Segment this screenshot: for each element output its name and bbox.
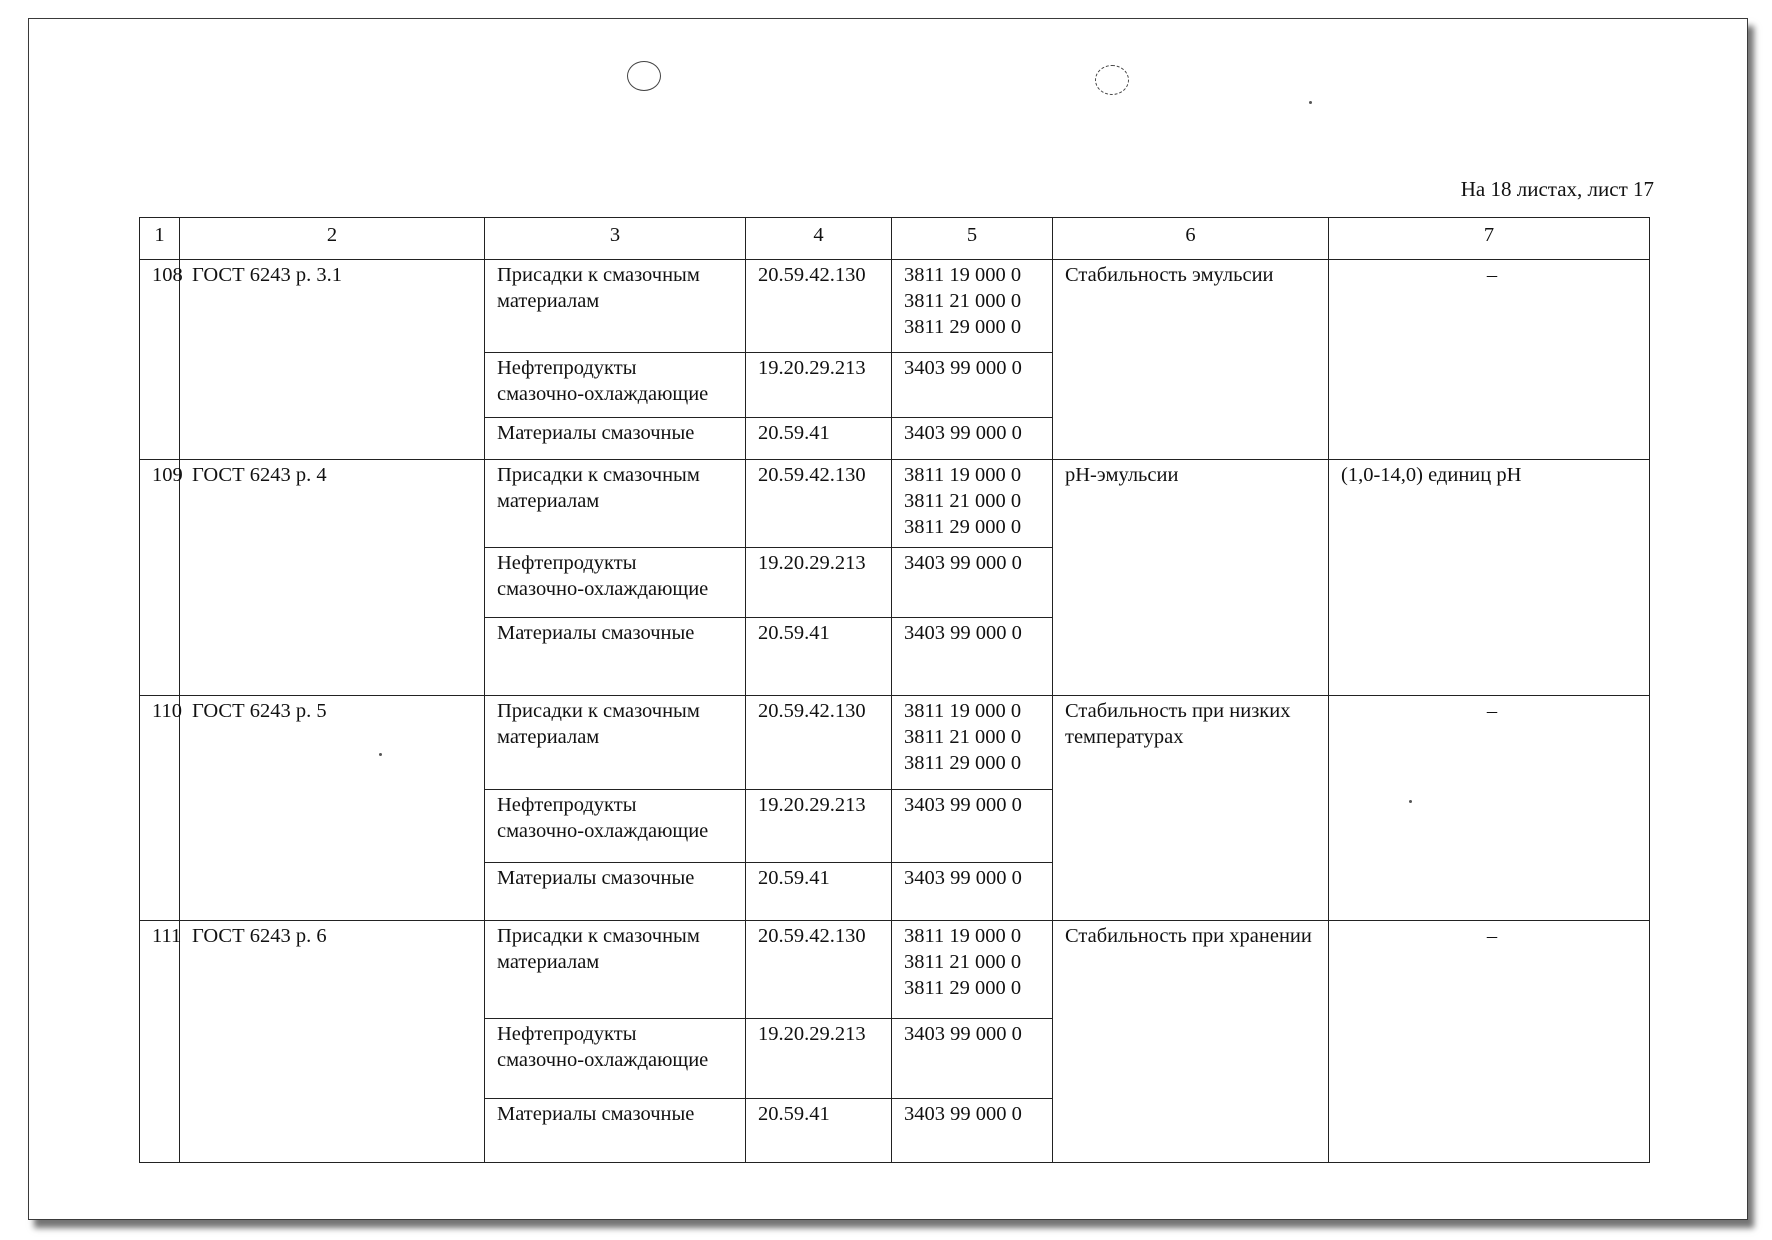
punch-hole-left: [627, 61, 661, 91]
okpd-code: 20.59.41: [746, 618, 892, 696]
column-header: 7: [1329, 218, 1650, 260]
tnved-code: 3811 19 000 0: [904, 264, 1022, 286]
product-line: смазочно-охлаждающие: [497, 1049, 709, 1071]
column-header: 5: [892, 218, 1053, 260]
product-line: Присадки к смазочным: [497, 464, 700, 486]
product-name: [485, 353, 746, 418]
product-name: [485, 460, 746, 548]
column-number-row: [140, 218, 1650, 260]
product-name: [485, 790, 746, 863]
okpd-code: 20.59.42.130: [746, 696, 892, 790]
tnved-code: 3811 29 000 0: [904, 316, 1022, 338]
column-header: 4: [746, 218, 892, 260]
method-document: ГОСТ 6243 р. 3.1: [180, 260, 485, 460]
okpd-code: 20.59.41: [746, 863, 892, 921]
product-line: Материалы смазочные: [497, 867, 695, 889]
product-line: Материалы смазочные: [497, 622, 695, 644]
okpd-code: 19.20.29.213: [746, 548, 892, 618]
product-line: Присадки к смазочным: [497, 700, 700, 722]
tnved-code: 3403 99 000 0: [904, 1023, 1022, 1045]
product-name: [485, 548, 746, 618]
accreditation-table: [139, 217, 1650, 1163]
tnved-code: 3403 99 000 0: [904, 422, 1022, 444]
okpd-code: 19.20.29.213: [746, 1019, 892, 1099]
tnved-code: 3403 99 000 0: [904, 552, 1022, 574]
tnved-code: 3811 21 000 0: [904, 490, 1022, 512]
row-number: 110: [140, 696, 180, 921]
indicator: Стабильность при низких температурах: [1053, 696, 1329, 921]
row-number: 108: [140, 260, 180, 460]
column-header: 1: [140, 218, 180, 260]
product-line: смазочно-охлаждающие: [497, 578, 709, 600]
sheet-counter: На 18 листах, лист 17: [1460, 177, 1654, 201]
tnved-codes: [892, 1019, 1053, 1099]
tnved-code: 3811 29 000 0: [904, 977, 1022, 999]
row-number: 111: [140, 921, 180, 1163]
okpd-code: 19.20.29.213: [746, 353, 892, 418]
tnved-codes: [892, 353, 1053, 418]
product-name: [485, 618, 746, 696]
product-name: [485, 260, 746, 353]
product-line: Нефтепродукты: [497, 357, 637, 379]
product-line: смазочно-охлаждающие: [497, 820, 709, 842]
method-document: ГОСТ 6243 р. 4: [180, 460, 485, 696]
table-row: [140, 260, 1650, 353]
tnved-code: 3403 99 000 0: [904, 1103, 1022, 1125]
product-line: материалам: [497, 951, 600, 973]
tnved-codes: [892, 460, 1053, 548]
tnved-codes: [892, 790, 1053, 863]
tnved-code: 3403 99 000 0: [904, 622, 1022, 644]
product-line: смазочно-охлаждающие: [497, 383, 709, 405]
product-line: Нефтепродукты: [497, 552, 637, 574]
tnved-code: 3811 21 000 0: [904, 951, 1022, 973]
product-line: Присадки к смазочным: [497, 264, 700, 286]
product-line: Нефтепродукты: [497, 794, 637, 816]
product-line: материалам: [497, 726, 600, 748]
row-number: 109: [140, 460, 180, 696]
product-name: [485, 921, 746, 1019]
measurement-range: –: [1329, 696, 1650, 921]
tnved-codes: [892, 863, 1053, 921]
tnved-codes: [892, 618, 1053, 696]
tnved-code: 3403 99 000 0: [904, 357, 1022, 379]
measurement-range: (1,0-14,0) единиц pH: [1329, 460, 1650, 696]
column-header: 2: [180, 218, 485, 260]
method-document: ГОСТ 6243 р. 5: [180, 696, 485, 921]
tnved-code: 3811 29 000 0: [904, 516, 1022, 538]
okpd-code: 20.59.42.130: [746, 460, 892, 548]
tnved-code: 3811 29 000 0: [904, 752, 1022, 774]
document-sheet: [28, 18, 1748, 1220]
method-document: ГОСТ 6243 р. 6: [180, 921, 485, 1163]
product-line: Нефтепродукты: [497, 1023, 637, 1045]
okpd-code: 20.59.41: [746, 1099, 892, 1163]
column-header: 3: [485, 218, 746, 260]
scan-speck: [1309, 101, 1312, 104]
table-row: [140, 696, 1650, 790]
okpd-code: 20.59.41: [746, 418, 892, 460]
tnved-code: 3811 19 000 0: [904, 464, 1022, 486]
product-line: материалам: [497, 290, 600, 312]
okpd-code: 20.59.42.130: [746, 260, 892, 353]
tnved-code: 3403 99 000 0: [904, 794, 1022, 816]
tnved-code: 3811 19 000 0: [904, 700, 1022, 722]
tnved-code: 3811 21 000 0: [904, 290, 1022, 312]
tnved-codes: [892, 921, 1053, 1019]
tnved-codes: [892, 548, 1053, 618]
tnved-code: 3403 99 000 0: [904, 867, 1022, 889]
product-name: [485, 1019, 746, 1099]
table-row: [140, 921, 1650, 1019]
table-row: [140, 460, 1650, 548]
product-line: Материалы смазочные: [497, 1103, 695, 1125]
tnved-code: 3811 21 000 0: [904, 726, 1022, 748]
indicator: Стабильность эмульсии: [1053, 260, 1329, 460]
measurement-range: –: [1329, 921, 1650, 1163]
indicator: Стабильность при хранении: [1053, 921, 1329, 1163]
column-header: 6: [1053, 218, 1329, 260]
product-name: [485, 418, 746, 460]
tnved-codes: [892, 260, 1053, 353]
tnved-codes: [892, 418, 1053, 460]
tnved-codes: [892, 1099, 1053, 1163]
product-name: [485, 863, 746, 921]
indicator: pH-эмульсии: [1053, 460, 1329, 696]
product-line: материалам: [497, 490, 600, 512]
okpd-code: 19.20.29.213: [746, 790, 892, 863]
okpd-code: 20.59.42.130: [746, 921, 892, 1019]
measurement-range: –: [1329, 260, 1650, 460]
product-line: Материалы смазочные: [497, 422, 695, 444]
product-name: [485, 1099, 746, 1163]
product-line: Присадки к смазочным: [497, 925, 700, 947]
tnved-codes: [892, 696, 1053, 790]
punch-hole-right: [1095, 65, 1129, 95]
tnved-code: 3811 19 000 0: [904, 925, 1022, 947]
product-name: [485, 696, 746, 790]
